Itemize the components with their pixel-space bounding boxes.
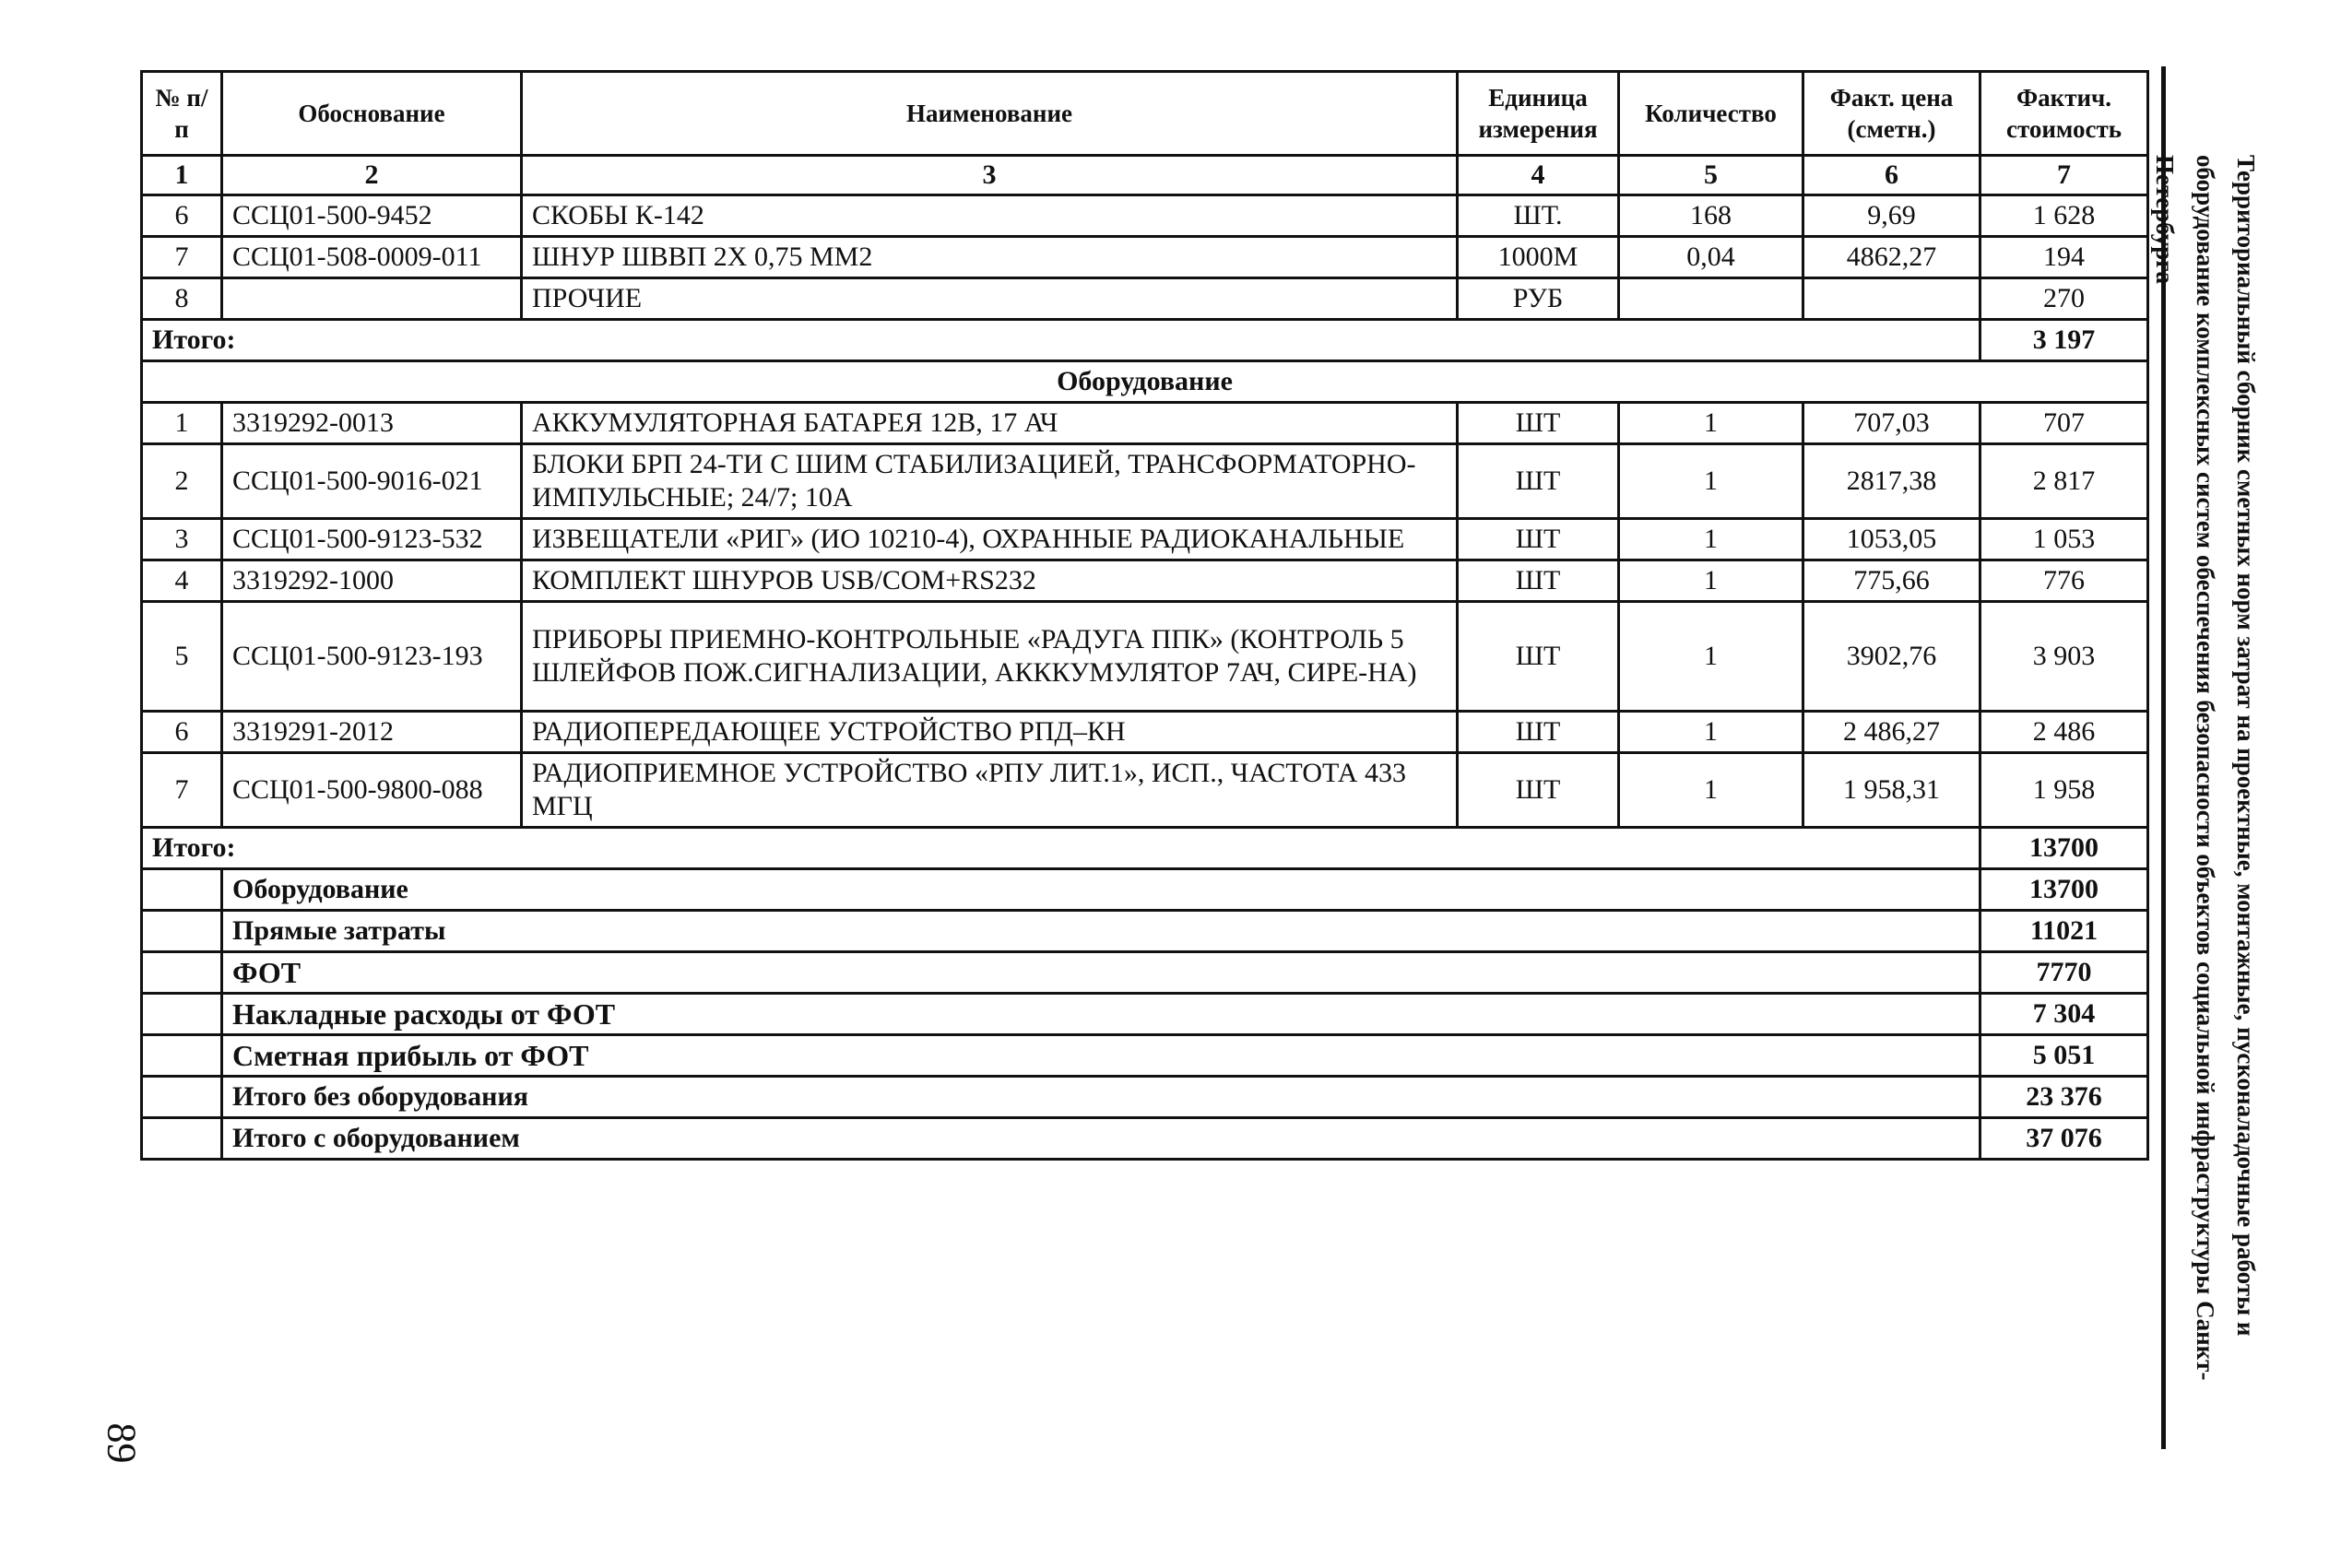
summary-label: Итого с оборудованием <box>222 1118 1980 1160</box>
row-cost: 3 903 <box>1980 602 2148 712</box>
total-value: 3 197 <box>1980 320 2148 361</box>
row-name: РАДИОПРИЕМНОЕ УСТРОЙСТВО «РПУ ЛИТ.1», ИСП., ЧАСТОТА 433 МГЦ <box>522 753 1458 828</box>
summary-value: 7770 <box>1980 952 2148 994</box>
estimate-table <box>140 70 2149 1161</box>
row-name: ПРИБОРЫ ПРИЕМНО-КОНТРОЛЬНЫЕ «РАДУГА ППК» (КОНТРОЛЬ 5 ШЛЕЙФОВ ПОЖ.СИГНАЛИЗАЦИИ, АКККУМУЛЯТОР 7АЧ, СИРЕ-НА) <box>522 602 1458 712</box>
summary-value: 11021 <box>1980 911 2148 952</box>
summary-label: Прямые затраты <box>222 911 1980 952</box>
summary-row <box>142 994 2148 1035</box>
summary-row <box>142 869 2148 911</box>
row-name: РАДИОПЕРЕДАЮЩЕЕ УСТРОЙСТВО РПД–КН <box>522 712 1458 753</box>
summary-value: 13700 <box>1980 869 2148 911</box>
summary-row <box>142 1035 2148 1077</box>
row-unit: ШТ <box>1458 403 1619 444</box>
row-cost: 1 053 <box>1980 519 2148 560</box>
total-label: Итого: <box>142 828 1980 869</box>
summary-empty-cell <box>142 1077 222 1118</box>
row-price: 1 958,31 <box>1803 753 1980 828</box>
section-header-row <box>142 361 2148 403</box>
header-num: № п/п <box>142 72 222 156</box>
summary-value: 5 051 <box>1980 1035 2148 1077</box>
summary-value: 7 304 <box>1980 994 2148 1035</box>
row-price: 775,66 <box>1803 560 1980 602</box>
col-number: 4 <box>1458 156 1619 195</box>
table-row <box>142 403 2148 444</box>
row-num: 6 <box>142 195 222 237</box>
row-unit: 1000М <box>1458 237 1619 278</box>
row-basis: 3319292-0013 <box>222 403 522 444</box>
row-qty: 1 <box>1619 753 1803 828</box>
table-row <box>142 195 2148 237</box>
summary-label: Оборудование <box>222 869 1980 911</box>
row-basis: 3319292-1000 <box>222 560 522 602</box>
col-number: 7 <box>1980 156 2148 195</box>
header-basis: Обоснование <box>222 72 522 156</box>
row-basis: ССЦ01-500-9123-532 <box>222 519 522 560</box>
row-cost: 707 <box>1980 403 2148 444</box>
col-number: 3 <box>522 156 1458 195</box>
row-basis: ССЦ01-500-9123-193 <box>222 602 522 712</box>
row-unit: ШТ <box>1458 519 1619 560</box>
table-row <box>142 444 2148 519</box>
row-qty: 1 <box>1619 403 1803 444</box>
page-number: 89 <box>99 1422 145 1464</box>
row-basis <box>222 278 522 320</box>
row-qty: 1 <box>1619 712 1803 753</box>
col-number: 1 <box>142 156 222 195</box>
table-row <box>142 237 2148 278</box>
row-name: БЛОКИ БРП 24-ТИ С ШИМ СТАБИЛИЗАЦИЕЙ, ТРАНСФОРМАТОРНО-ИМПУЛЬСНЫЕ; 24/7; 10А <box>522 444 1458 519</box>
table-row <box>142 712 2148 753</box>
row-basis: ССЦ01-500-9016-021 <box>222 444 522 519</box>
section-title: Оборудование <box>142 361 2148 403</box>
row-basis: 3319291-2012 <box>222 712 522 753</box>
row-name: АККУМУЛЯТОРНАЯ БАТАРЕЯ 12В, 17 АЧ <box>522 403 1458 444</box>
row-num: 6 <box>142 712 222 753</box>
running-header: Территориальный сборник сметных норм затрат на проектные, монтажные, пусконаладочные работы и оборудование комплексных систем обеспечения безопасности объектов социальной инфраструктуры Санкт-Петербурга <box>2151 155 2260 1381</box>
table-row <box>142 519 2148 560</box>
summary-row <box>142 1118 2148 1160</box>
col-number: 6 <box>1803 156 1980 195</box>
row-cost: 270 <box>1980 278 2148 320</box>
col-number: 5 <box>1619 156 1803 195</box>
row-name: ПРОЧИЕ <box>522 278 1458 320</box>
summary-empty-cell <box>142 952 222 994</box>
summary-label: ФОТ <box>222 952 1980 994</box>
row-unit: ШТ <box>1458 602 1619 712</box>
summary-label: Сметная прибыль от ФОТ <box>222 1035 1980 1077</box>
row-qty <box>1619 278 1803 320</box>
row-price: 2 486,27 <box>1803 712 1980 753</box>
row-num: 2 <box>142 444 222 519</box>
row-cost: 194 <box>1980 237 2148 278</box>
row-unit: РУБ <box>1458 278 1619 320</box>
col-number: 2 <box>222 156 522 195</box>
summary-row <box>142 911 2148 952</box>
row-num: 3 <box>142 519 222 560</box>
row-qty: 0,04 <box>1619 237 1803 278</box>
row-name: ИЗВЕЩАТЕЛИ «РИГ» (ИО 10210-4), ОХРАННЫЕ РАДИОКАНАЛЬНЫЕ <box>522 519 1458 560</box>
summary-value: 37 076 <box>1980 1118 2148 1160</box>
row-num: 8 <box>142 278 222 320</box>
header-cost: Фактич. стоимость <box>1980 72 2148 156</box>
table-row <box>142 560 2148 602</box>
row-unit: ШТ <box>1458 560 1619 602</box>
row-qty: 168 <box>1619 195 1803 237</box>
equipment-total-row <box>142 828 2148 869</box>
row-price <box>1803 278 1980 320</box>
summary-row <box>142 952 2148 994</box>
row-cost: 1 628 <box>1980 195 2148 237</box>
row-qty: 1 <box>1619 602 1803 712</box>
summary-row <box>142 1077 2148 1118</box>
header-qty: Количество <box>1619 72 1803 156</box>
summary-empty-cell <box>142 911 222 952</box>
row-price: 3902,76 <box>1803 602 1980 712</box>
row-num: 7 <box>142 753 222 828</box>
summary-label: Накладные расходы от ФОТ <box>222 994 1980 1035</box>
header-price: Факт. цена (сметн.) <box>1803 72 1980 156</box>
row-unit: ШТ <box>1458 753 1619 828</box>
summary-value: 23 376 <box>1980 1077 2148 1118</box>
row-cost: 2 486 <box>1980 712 2148 753</box>
row-num: 7 <box>142 237 222 278</box>
table-row <box>142 753 2148 828</box>
table-row <box>142 602 2148 712</box>
row-price: 707,03 <box>1803 403 1980 444</box>
row-name: КОМПЛЕКТ ШНУРОВ USB/COM+RS232 <box>522 560 1458 602</box>
header-unit: Единица измерения <box>1458 72 1619 156</box>
total-label: Итого: <box>142 320 1980 361</box>
row-unit: ШТ <box>1458 444 1619 519</box>
summary-label: Итого без оборудования <box>222 1077 1980 1118</box>
row-qty: 1 <box>1619 444 1803 519</box>
column-number-row <box>142 156 2148 195</box>
row-price: 1053,05 <box>1803 519 1980 560</box>
table-header-row <box>142 72 2148 156</box>
row-name: ШНУР ШВВП 2Х 0,75 ММ2 <box>522 237 1458 278</box>
table-row <box>142 278 2148 320</box>
row-num: 5 <box>142 602 222 712</box>
row-cost: 1 958 <box>1980 753 2148 828</box>
row-cost: 2 817 <box>1980 444 2148 519</box>
row-num: 4 <box>142 560 222 602</box>
row-name: СКОБЫ К-142 <box>522 195 1458 237</box>
row-cost: 776 <box>1980 560 2148 602</box>
row-qty: 1 <box>1619 519 1803 560</box>
row-price: 2817,38 <box>1803 444 1980 519</box>
summary-empty-cell <box>142 1118 222 1160</box>
row-price: 4862,27 <box>1803 237 1980 278</box>
row-basis: ССЦ01-508-0009-011 <box>222 237 522 278</box>
summary-empty-cell <box>142 994 222 1035</box>
row-qty: 1 <box>1619 560 1803 602</box>
row-basis: ССЦ01-500-9452 <box>222 195 522 237</box>
row-unit: ШТ <box>1458 712 1619 753</box>
summary-empty-cell <box>142 869 222 911</box>
header-name: Наименование <box>522 72 1458 156</box>
row-basis: ССЦ01-500-9800-088 <box>222 753 522 828</box>
row-unit: ШТ. <box>1458 195 1619 237</box>
total-value: 13700 <box>1980 828 2148 869</box>
row-num: 1 <box>142 403 222 444</box>
row-price: 9,69 <box>1803 195 1980 237</box>
summary-empty-cell <box>142 1035 222 1077</box>
materials-total-row <box>142 320 2148 361</box>
